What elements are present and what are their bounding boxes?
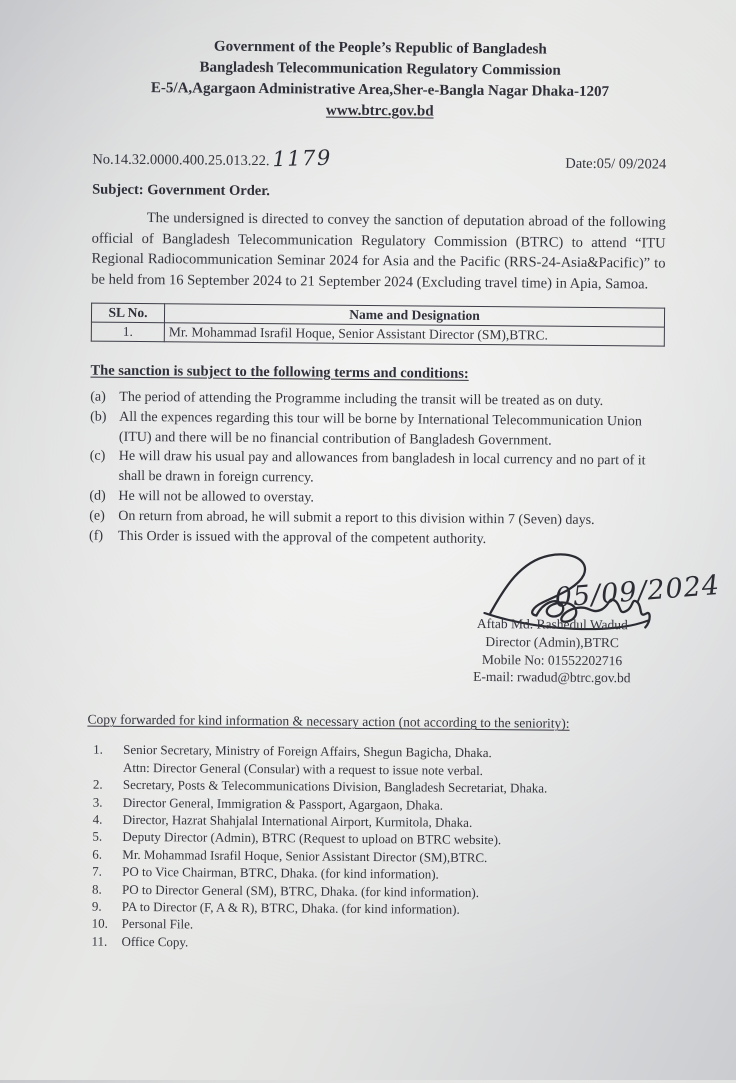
memo-number-printed: No.14.32.0000.400.25.013.22. [92, 151, 270, 170]
distribution-item-text: PO to Director General (SM), BTRC, Dhaka. (for kind information). [121, 881, 480, 900]
table-header-sl: SL No. [91, 303, 164, 323]
distribution-item-line: Senior Secretary, Ministry of Foreign Affairs, Shegun Bagicha, Dhaka. [123, 742, 492, 761]
distribution-item-text: Mr. Mohammad Israfil Hoque, Senior Assistant Director (SM),BTRC. [122, 846, 488, 865]
distribution-item-number: 4. [92, 811, 103, 827]
distribution-item-number: 10. [91, 916, 109, 932]
body-paragraph: The undersigned is directed to convey the sanction of deputation abroad of the following official of Bangladesh Telecommunication Regulatory Commission (BTRC) to attend “ITU Regional Radiocommunication Seminar 2024 for Asia and the Pacific (RRS-24-Asia&Pacific)” to be held from 16 September 2024 to 21 September 2024 (Excluding travel time) in Apia, Samoa. [91, 210, 666, 292]
distribution-section [85, 712, 661, 955]
distribution-heading: Copy forwarded for kind information & necessary action (not according to the seniority): [87, 711, 570, 732]
subject-line: Subject: Government Order. [92, 181, 271, 200]
signatory-title: Director (Admin),BTRC [485, 634, 619, 651]
distribution-item-number: 3. [92, 794, 103, 810]
distribution-item-number: 2. [92, 776, 103, 792]
terms-heading: The sanction is subject to the following terms and conditions: [90, 362, 469, 382]
term-label: (b) [90, 409, 107, 425]
memo-number-handwritten: 1179 [272, 145, 333, 172]
term-text: This Order is issued with the approval of the competent authority. [118, 528, 487, 547]
term-item [90, 447, 664, 492]
term-item [89, 526, 663, 551]
signature-handwritten-date: 05/09/2024 [553, 570, 722, 615]
distribution-item-number: 11. [91, 933, 108, 949]
table-header-name: Name and Designation [164, 304, 664, 327]
term-item [90, 407, 664, 452]
term-text: He will draw his usual pay and allowances from bangladesh in local currency and no part of it shall be drawn in foreign currency. [118, 449, 646, 486]
distribution-item [91, 932, 659, 954]
distribution-list [85, 741, 661, 955]
distribution-item-text: Deputy Director (Admin), BTRC (Request to upload on BTRC website). [122, 829, 502, 848]
distribution-item-number: 7. [92, 863, 102, 879]
letterhead-country: Government of the People’s Republic of Bangladesh [213, 38, 547, 58]
term-label: (a) [90, 389, 106, 405]
term-text: All the expences regarding this tour will be borne by International Telecommunication Union (ITU) and there will be no financial contribution of Bangladesh Government. [118, 409, 643, 449]
distribution-item-subline: Attn: Director General (Consular) with a request to issue note verbal. [123, 759, 484, 778]
reference-row [92, 145, 666, 174]
distribution-item-number: 5. [92, 829, 103, 845]
memo-number [92, 145, 332, 171]
distribution-item-text: Secretary, Posts & Telecommunications Division, Bangladesh Secretariat, Dhaka. [122, 777, 548, 796]
table-cell-sl: 1. [91, 322, 164, 342]
table-row [91, 322, 664, 346]
distribution-item-text: Director, Hazrat Shahjalal International Airport, Kurmitola, Dhaka. [122, 811, 473, 830]
term-label: (f) [89, 528, 104, 544]
distribution-item-text: Director General, Immigration & Passport, Agargaon, Dhaka. [122, 794, 444, 813]
signatory-name: Aftab Md. Rashedul Wadud [476, 616, 628, 633]
signatory-block [442, 615, 663, 687]
distribution-item-text: Office Copy. [121, 933, 189, 950]
letterhead-address: E-5/A,Agargaon Administrative Area,Sher-e-Bangla Nagar Dhaka-1207 [150, 80, 610, 101]
distribution-item-number: 9. [91, 898, 102, 914]
signature-section [88, 550, 722, 687]
signatory-mobile: Mobile No: 01552202716 [481, 651, 623, 668]
distribution-item-text: PA to Director (F, A & R), BTRC, Dhaka. (for kind information). [121, 898, 460, 917]
term-label: (d) [89, 488, 106, 504]
official-table [91, 303, 665, 347]
distribution-item-number: 8. [91, 881, 102, 897]
distribution-item-text: PO to Vice Chairman, BTRC, Dhaka. (for kind information). [122, 864, 439, 882]
distribution-item-text [123, 741, 661, 781]
term-label: (c) [89, 448, 106, 465]
term-text: He will not be allowed to overstay. [118, 488, 314, 506]
distribution-item-number: 1. [93, 741, 104, 758]
term-text: On return from abroad, he will submit a report to this division within 7 (Seven) days. [118, 508, 595, 528]
table-cell-name: Mr. Mohammad Israfil Hoque, Senior Assistant Director (SM),BTRC. [164, 323, 664, 346]
terms-list [89, 388, 664, 551]
letterhead-website: www.btrc.gov.bd [325, 102, 434, 120]
memo-date: Date:05/ 09/2024 [565, 155, 667, 173]
letterhead [93, 36, 668, 125]
term-label: (e) [89, 508, 105, 524]
distribution-item-text: Personal File. [121, 916, 194, 932]
letterhead-org: Bangladesh Telecommunication Regulatory Commission [199, 59, 561, 79]
distribution-item [93, 741, 661, 781]
signatory-email: E-mail: rwadud@btrc.gov.bd [473, 669, 631, 686]
distribution-item-number: 6. [92, 846, 103, 862]
term-text: The period of attending the Programme including the transit will be treated as on duty. [119, 389, 604, 410]
